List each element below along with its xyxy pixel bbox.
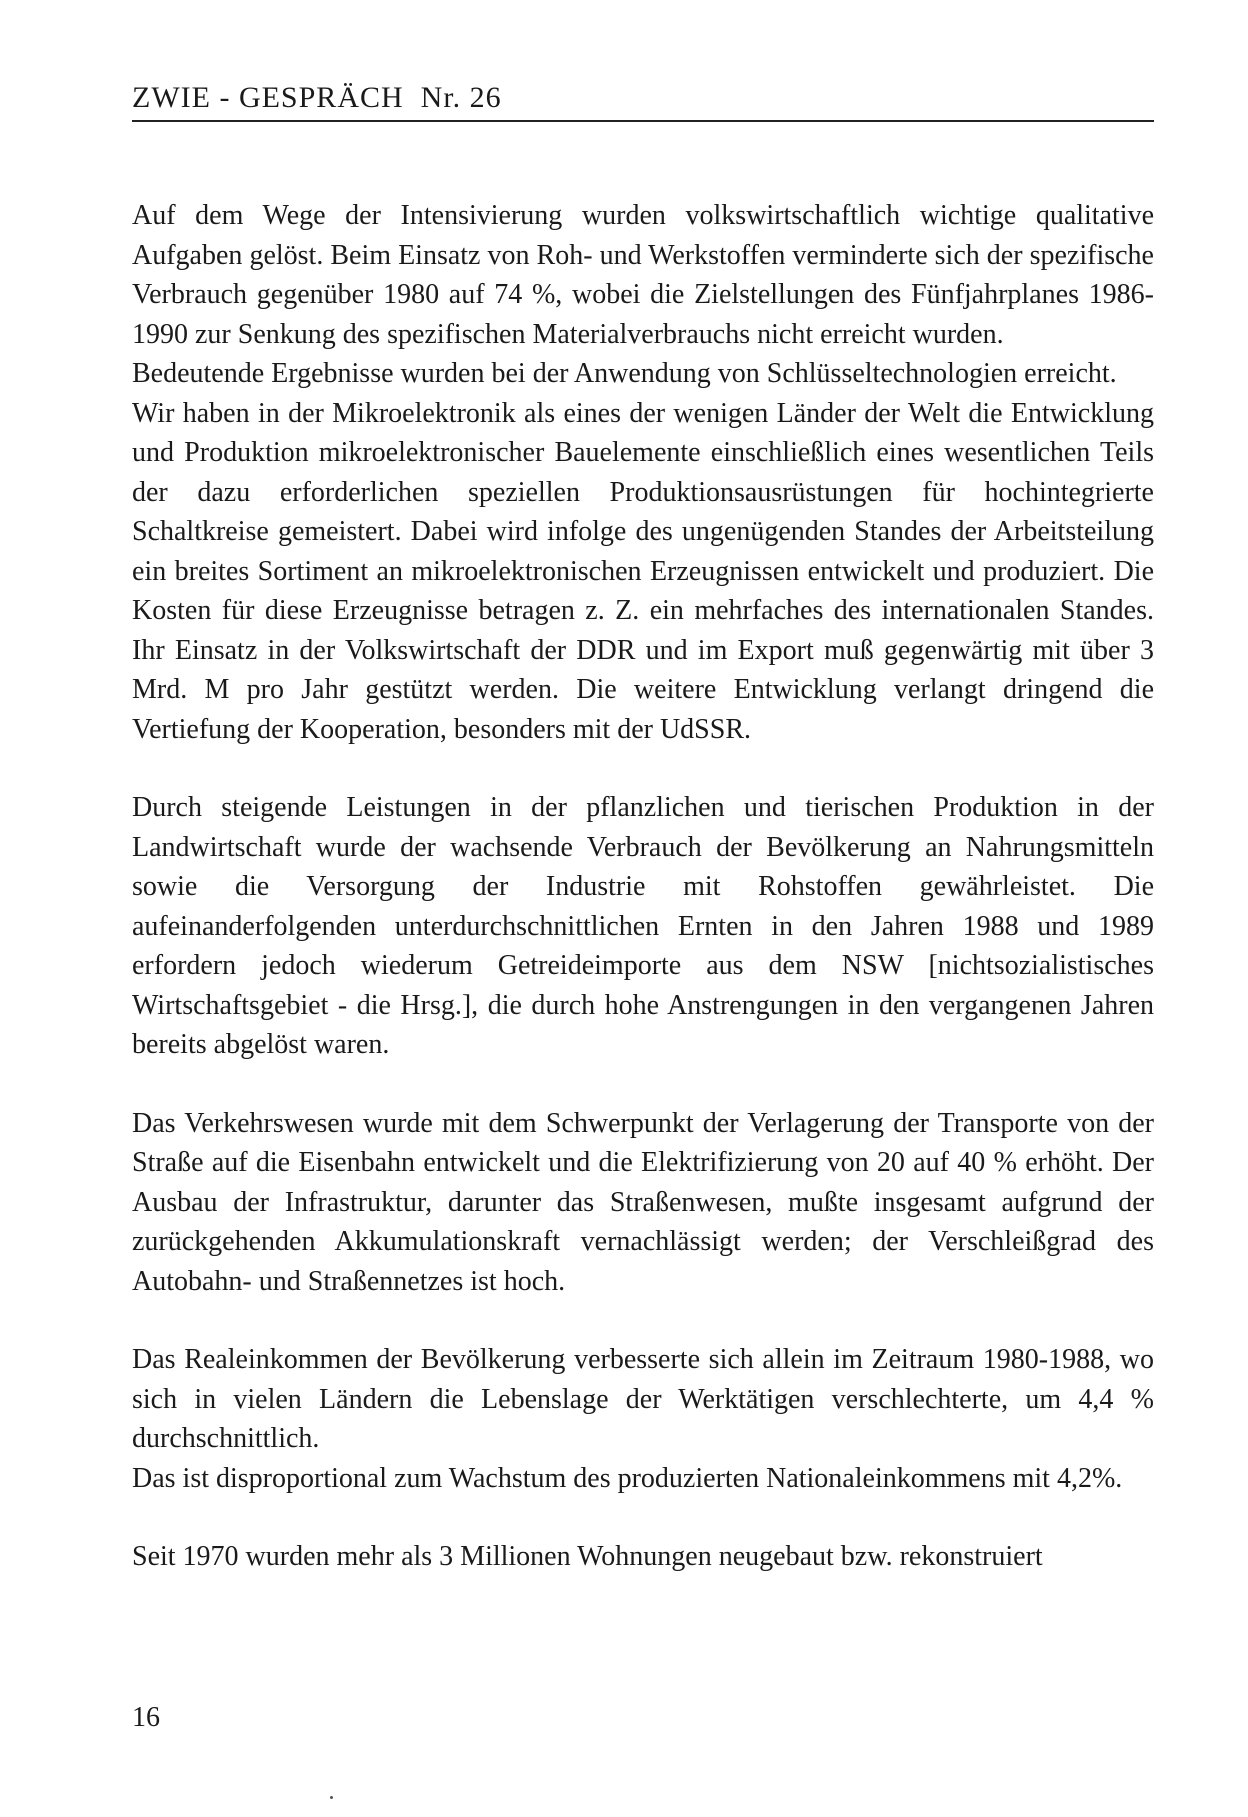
paragraph-schluesseltechnologien: Bedeutende Ergebnisse wurden bei der Anwendung von Schlüsseltechnologien erreicht.: [132, 358, 1117, 389]
page-number: 16: [132, 1702, 160, 1733]
paragraph-verkehrswesen: Das Verkehrswesen wurde mit dem Schwerpunkt der Verlagerung der Transporte von der Straße auf die Eisenbahn entwickelt und die Elektrifizierung von 20 auf 40 % erhöht. Der Ausbau der Infrastruktur, darunter das Straßenwesen, mußte insgesamt aufgrund der zurückgehenden Akkumulationskraft vernachlässigt werden; der Verschleißgrad des Autobahn- und Straßennetzes ist hoch.: [132, 1107, 1154, 1297]
paragraph-mikroelektronik: Wir haben in der Mikroelektronik als eines der wenigen Länder der Welt die Entwicklung und Produktion mikroelektronischer Bauelemente einschließlich eines wesentlichen Teils der dazu erforderlichen speziellen Produktionsausrüstungen für hochintegrierte Schaltkreise gemeistert. Dabei wird infolge des ungenügenden Standes der Arbeitsteilung ein breites Sortiment an mikroelektronischen Erzeugnissen entwickelt und produziert. Die Kosten für diese Erzeugnisse betragen z. Z. ein mehrfaches des internationalen Standes. Ihr Einsatz in der Volkswirtschaft der DDR und im Export muß gegenwärtig mit über 3 Mrd. M pro Jahr gestützt werden. Die weitere Entwicklung verlangt dringend die Vertiefung der Kooperation, besonders mit der UdSSR.: [132, 397, 1154, 745]
paragraph-wohnungen: Seit 1970 wurden mehr als 3 Millionen Wohnungen neugebaut bzw. rekonstruiert: [132, 1541, 1043, 1572]
paragraph-realeinkommen: Das Realeinkommen der Bevölkerung verbesserte sich allein im Zeitraum 1980-1988, wo sich in vielen Ländern die Lebenslage der Werktätigen verschlechterte, um 4,4 % durchschnittlich.: [132, 1344, 1154, 1454]
body-text: [132, 196, 1154, 1577]
paragraph-intensivierung: Auf dem Wege der Intensivierung wurden volkswirtschaftlich wichtige qualitative Aufgaben gelöst. Beim Einsatz von Roh- und Werkstoffen verminderte sich der spezifische Verbrauch gegenüber 1980 auf 74 %, wobei die Zielstellungen des Fünfjahrplanes 1986-1990 zur Senkung des spezifischen Materialverbrauchs nicht erreicht wurden.: [132, 200, 1154, 350]
scan-speck: [330, 1796, 333, 1799]
paragraph-disproportional: Das ist disproportional zum Wachstum des produzierten Nationaleinkommens mit 4,2%.: [132, 1462, 1123, 1494]
running-header: [132, 78, 1154, 118]
header-rule: [132, 120, 1154, 122]
header-issue: Nr. 26: [420, 81, 502, 114]
paragraph-landwirtschaft: Durch steigende Leistungen in der pflanzlichen und tierischen Produktion in der Landwirtschaft wurde der wachsende Verbrauch der Bevölkerung an Nahrungsmitteln sowie die Versorgung der Industrie mit Rohstoffen gewährleistet. Die aufeinanderfolgenden unterdurchschnittlichen Ernten in den Jahren 1988 und 1989 erfordern jedoch wiederum Getreideimporte aus dem NSW [nichtsozialistisches Wirtschaftsgebiet - die Hrsg.], die durch hohe Anstrengungen in den vergangenen Jahren bereits abgelöst waren.: [132, 792, 1154, 1060]
header-title: ZWIE - GESPRÄCH: [132, 81, 404, 114]
